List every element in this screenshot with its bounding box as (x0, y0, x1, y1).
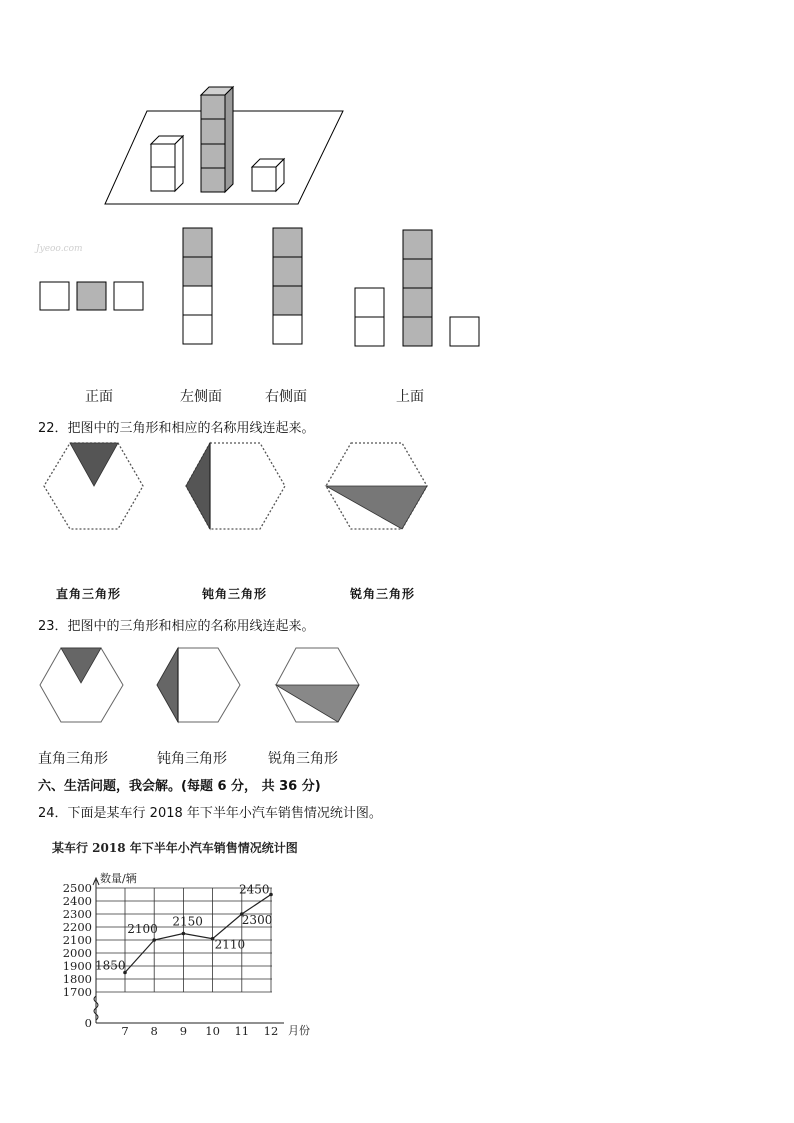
q22-hexagon-acute-triangle (326, 443, 427, 529)
y-tick-label: 2200 (62, 920, 92, 934)
section-6-title: 六、生活问题，我会解。(每题 6 分， 共 36 分) (38, 779, 321, 794)
y-tick-label: 1900 (62, 959, 92, 973)
y-tick-label: 2100 (62, 933, 92, 947)
x-axis-label: 月份 (288, 1024, 310, 1037)
x-tick-label: 7 (121, 1024, 129, 1038)
y-tick-label: 1700 (62, 985, 92, 999)
q22-name-obtuse: 钝角三角形 (202, 587, 268, 601)
q23-name-acute: 锐角三角形 (268, 751, 338, 767)
y-tick-label: 0 (84, 1016, 92, 1030)
chart-series (95, 883, 273, 975)
data-point (182, 932, 186, 936)
x-tick-label: 11 (234, 1024, 250, 1038)
chart-axes (93, 878, 284, 1023)
view-top (355, 230, 479, 346)
cube-arrangement-figure (95, 80, 355, 210)
q23-name-obtuse: 钝角三角形 (157, 751, 227, 767)
left-cube-stack (151, 136, 183, 191)
q22-name-right: 直角三角形 (56, 587, 122, 601)
sales-line-chart (40, 835, 340, 1045)
view-right (273, 228, 302, 344)
data-point (152, 938, 156, 942)
x-tick-label: 9 (179, 1024, 188, 1038)
chart-grid (96, 888, 272, 992)
y-tick-label: 1800 (62, 972, 92, 986)
data-label: 2300 (241, 913, 273, 927)
data-label: 2110 (214, 937, 246, 952)
data-label: 2100 (127, 922, 158, 936)
q23-name-right: 直角三角形 (38, 751, 108, 767)
data-label: 2450 (239, 882, 270, 897)
q23-hexagons (38, 645, 363, 725)
y-tick-label: 2300 (62, 907, 92, 921)
q23-prompt: 23．把图中的三角形和相应的名称用线连起来。 (38, 619, 315, 634)
x-tick-label: 12 (263, 1024, 279, 1038)
q23-hexagon-obtuse-triangle (157, 648, 240, 722)
x-tick-label: 8 (150, 1024, 158, 1038)
data-label: 2150 (172, 914, 203, 929)
x-tick-label: 10 (205, 1024, 220, 1038)
view-label-left: 左侧面 (180, 389, 222, 405)
y-tick-label: 2500 (62, 881, 92, 895)
view-front (40, 282, 143, 310)
y-tick-label: 2400 (62, 894, 92, 908)
q23-hexagon-right-triangle (40, 648, 123, 722)
data-point (269, 893, 273, 897)
q22-hexagon-obtuse-triangle (186, 443, 285, 529)
view-label-right: 右侧面 (265, 389, 307, 405)
view-options-figure (38, 225, 483, 350)
tall-cube-stack (201, 87, 233, 192)
q22-hexagon-right-triangle (44, 443, 143, 529)
view-label-top: 上面 (396, 389, 424, 405)
data-label: 1850 (95, 958, 126, 973)
single-cube (252, 159, 284, 191)
view-label-front: 正面 (85, 389, 113, 405)
q24-prompt: 24．下面是某车行 2018 年下半年小汽车销售情况统计图。 (38, 806, 382, 821)
q22-prompt: 22．把图中的三角形和相应的名称用线连起来。 (38, 421, 315, 436)
y-tick-label: 2000 (62, 946, 92, 960)
watermark: Jyeoo.com (36, 244, 83, 254)
q23-hexagon-acute-triangle (276, 648, 359, 722)
q22-hexagons (40, 440, 435, 532)
view-left (183, 228, 212, 344)
q22-name-acute: 锐角三角形 (350, 587, 416, 601)
chart-title: 某车行 2018 年下半年小汽车销售情况统计图 (52, 841, 298, 855)
y-axis-label: 数量/辆 (100, 872, 137, 885)
